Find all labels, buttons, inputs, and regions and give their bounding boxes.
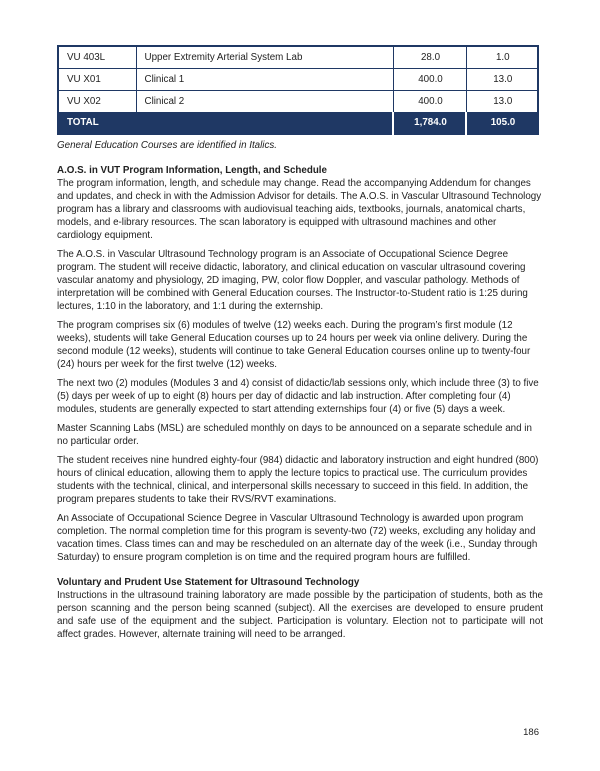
paragraph-program-change: The program information, length, and schedule may change. Read the accompanying Addendum for changes and updates, and check in with the Admission Advisor for details. The A.O.S. in Vascular Ultrasound Technology program has a library and classrooms with audiovisual teaching aids, textbooks, journals, anatomical charts, models, and e-library resources. The scan laboratory is equipped with ultrasound machines and other cardiology equipment. bbox=[57, 178, 542, 241]
total-label: TOTAL bbox=[58, 112, 393, 134]
course-credits: 13.0 bbox=[466, 68, 538, 90]
table-caption: General Education Courses are identified in Italics. bbox=[57, 140, 278, 151]
table-row bbox=[58, 46, 538, 68]
section-heading-voluntary-use: Voluntary and Prudent Use Statement for Ultrasound Technology bbox=[57, 577, 360, 588]
paragraph-degree-description: The A.O.S. in Vascular Ultrasound Technology program is an Associate of Occupational Science Degree program. The student will receive didactic, laboratory, and clinical education on vascular ultrasound covering vascular anatomy and physiology, 2D imaging, PW, color flow Doppler, and vascular pathology. Methods of interpretation will be combined with General Education courses. The Instructor-to-Student ratio is 1:25 during lectures, 1:10 in the laboratory, and 1:1 during the externship. bbox=[57, 249, 528, 312]
paragraph-completion-time: An Associate of Occupational Science Degree in Vascular Ultrasound Technology is awarded upon program completion. The normal completion time for this program is seventy-two (72) weeks, excluding any holiday and vacation times. Class times can and may be rescheduled on an alternate day of the week (i.e., Sunday through Saturday) to ensure program completion is on time and the required program hours are fulfilled. bbox=[57, 513, 538, 563]
course-credits: 13.0 bbox=[466, 90, 538, 112]
page-number: 186 bbox=[523, 727, 539, 738]
section-heading-program-info: A.O.S. in VUT Program Information, Length, and Schedule bbox=[57, 165, 327, 176]
course-table bbox=[57, 45, 539, 135]
paragraph-instruction-hours: The student receives nine hundred eighty-four (984) didactic and laboratory instruction and eight hundred (800) hours of clinical education, allowing them to apply the lecture topics to practical use. The curriculum provides students with the technical, clinical, and interpersonal skills necessary to succeed in this field. In addition, the program prepares students to take their RVS/RVT examinations. bbox=[57, 455, 539, 505]
course-title: Clinical 1 bbox=[136, 68, 393, 90]
paragraph-master-scanning-labs: Master Scanning Labs (MSL) are scheduled monthly on days to be announced on a separate schedule and in no particular order. bbox=[57, 423, 532, 447]
table-row bbox=[58, 68, 538, 90]
course-credits: 1.0 bbox=[466, 46, 538, 68]
course-code: VU X02 bbox=[58, 90, 136, 112]
total-hours: 1,784.0 bbox=[393, 112, 466, 134]
paragraph-voluntary-use: Instructions in the ultrasound training laboratory are made possible by the participation of students, both as the person scanning and the person being scanned (subject). All the exercises are developed to ensure prudent and safe use of the equipment and the subject. Participation is voluntary. Election not to participate will not affect grades. However, alternate training will need to be arranged. bbox=[57, 590, 543, 640]
course-code: VU 403L bbox=[58, 46, 136, 68]
table-row bbox=[58, 90, 538, 112]
course-hours: 400.0 bbox=[393, 90, 466, 112]
course-hours: 28.0 bbox=[393, 46, 466, 68]
course-title: Upper Extremity Arterial System Lab bbox=[136, 46, 393, 68]
paragraph-modules-3-4: The next two (2) modules (Modules 3 and 4) consist of didactic/lab sessions only, which include three (3) to five (5) days per week of up to eight (8) hours per day of didactic and lab instruction. After completing four (4) modules, students are generally expected to start attending externships four (4) or five (5) days a week. bbox=[57, 378, 539, 415]
total-credits: 105.0 bbox=[466, 112, 538, 134]
paragraph-modules-overview: The program comprises six (6) modules of twelve (12) weeks each. During the program’s first module (12 weeks), students will take General Education courses up to 24 hours per week via online delivery. During the second module (12 weeks), students will continue to take General Education courses online up to twenty-four (24) hours per week for the first twelve (12) weeks. bbox=[57, 320, 531, 370]
course-hours: 400.0 bbox=[393, 68, 466, 90]
course-title: Clinical 2 bbox=[136, 90, 393, 112]
course-code: VU X01 bbox=[58, 68, 136, 90]
table-total-row bbox=[58, 112, 538, 134]
